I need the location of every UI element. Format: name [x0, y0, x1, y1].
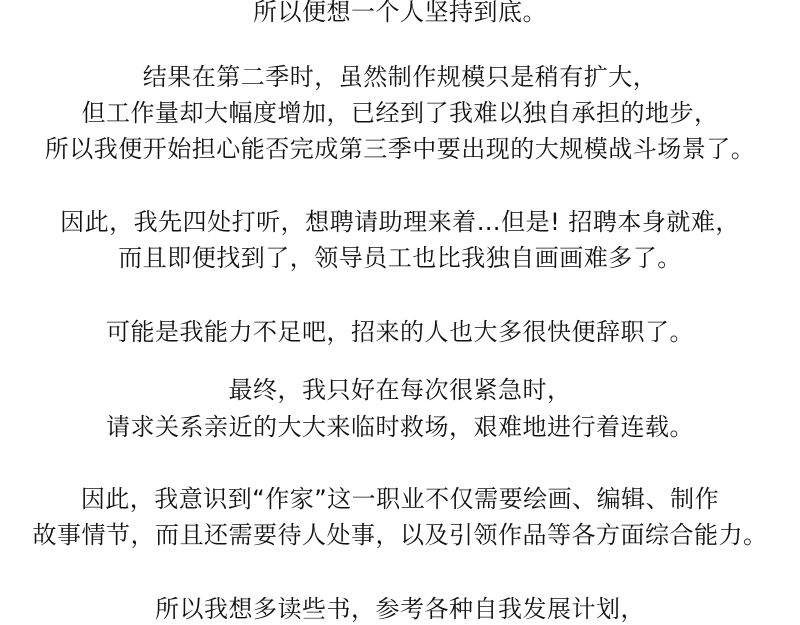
text-line: 请求关系亲近的大大来临时救场，艰难地进行着连载。 — [106, 413, 694, 441]
text-line: 但工作量却大幅度增加，已经到了我难以独自承担的地步， — [81, 99, 719, 127]
text-line: 可能是我能力不足吧，招来的人也大多很快便辞职了。 — [106, 318, 694, 346]
text-line: 所以我便开始担心能否完成第三季中要出现的大规模战斗场景了。 — [44, 135, 756, 163]
text-line: 所以便想一个人坚持到底。 — [253, 0, 547, 26]
text-line: 因此，我意识到“作家”这一职业不仅需要绘画、编辑、制作 — [80, 485, 720, 513]
text-line: 结果在第二季时，虽然制作规模只是稍有扩大， — [142, 63, 658, 91]
text-line: 因此，我先四处打听，想聘请助理来着…但是! 招聘本身就难， — [60, 208, 740, 236]
text-line: 故事情节，而且还需要待人处事，以及引领作品等各方面综合能力。 — [32, 521, 768, 549]
text-line: 所以我想多读些书，参考各种自我发展计划， — [155, 595, 645, 623]
text-line: 而且即便找到了，领导员工也比我独自画画难多了。 — [118, 244, 682, 272]
text-line: 最终，我只好在每次很紧急时， — [228, 376, 572, 404]
